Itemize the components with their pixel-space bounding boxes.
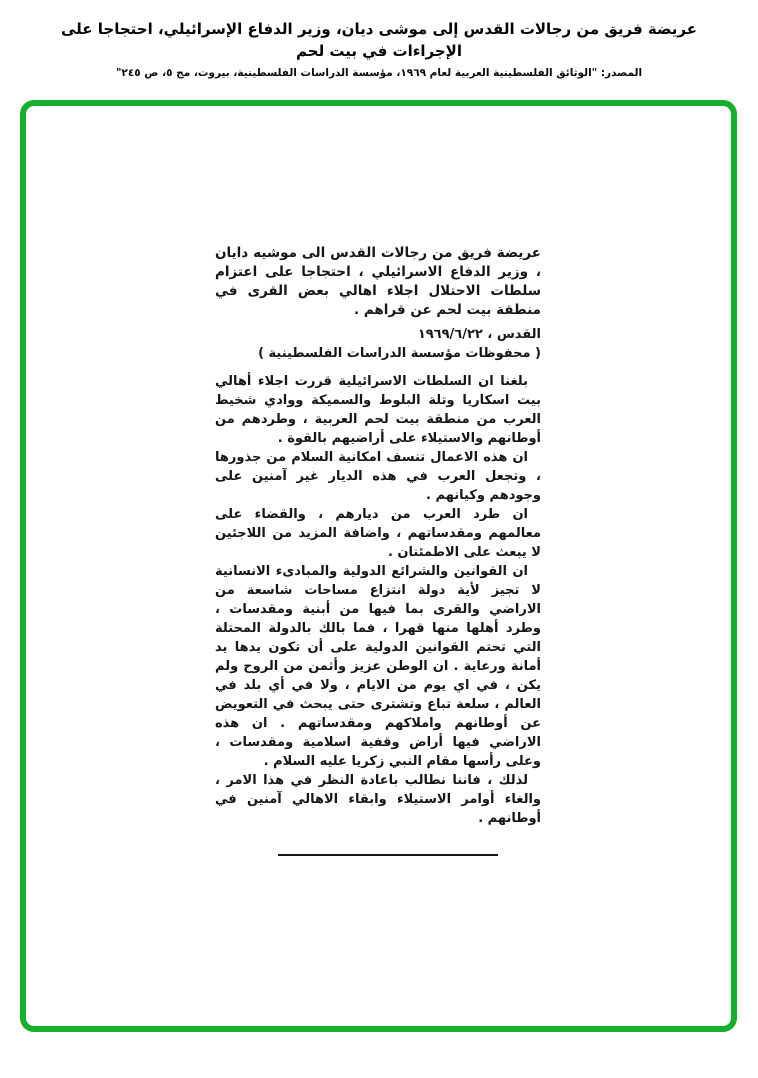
document-heading: عريضة فريق من رجالات القدس الى موشيه دايان ، وزير الدفاع الاسرائيلي ، احتجاجا على اعتزام سلطات الاحتلال اجلاء اهالي بعض القرى في منطقة بيت لحم عن قراهم .	[215, 245, 541, 318]
source-citation: المصدر: "الوثائق الفلسطينية العربية لعام ١٩٦٩، مؤسسة الدراسات الفلسطينية، بيروت، مج ٥، ص ٢٤٥"	[115, 67, 643, 79]
document-frame	[20, 100, 737, 1032]
document-dateline: القدس ، ١٩٦٩/٦/٢٢	[417, 327, 541, 342]
document-paragraph: ان هذه الاعمال تنسف امكانية السلام من جذورها ، وتجعل العرب في هذه الديار غير آمنين على وجودهم وكيانهم .	[215, 450, 541, 503]
page-title: عريضة فريق من رجالات القدس إلى موشى ديان، وزير الدفاع الإسرائيلي، احتجاجا على الإجراءات في بيت لحم	[61, 20, 697, 60]
document-paragraph: لذلك ، فاننا نطالب باعادة النظر في هذا الامر ، والغاء أوامر الاستيلاء وابقاء الاهالي آمنين في أوطانهم .	[215, 773, 541, 826]
separator-line	[278, 854, 498, 856]
document-paragraph: ان طرد العرب من ديارهم ، والقضاء على معالمهم ومقدساتهم ، واضافة المزيد من اللاجئين لا يبعث على الاطمئنان .	[215, 507, 541, 560]
page-header	[0, 18, 758, 79]
document-paragraph: بلغنا ان السلطات الاسرائيلية قررت اجلاء أهالي بيت اسكاريا وتلة البلوط والسميكة ووادي شخيط العرب من منطقة بيت لحم العربية ، وطردهم من أوطانهم والاستيلاء على أراضيهم بالقوة .	[215, 374, 541, 446]
document-archive-note: ( محفوظات مؤسسة الدراسات الفلسطينية )	[258, 346, 541, 361]
document-paragraph: ان القوانين والشرائع الدولية والمبادىء الانسانية لا تجيز لأية دولة انتزاع مساحات شاسعة من الاراضي والقرى بما فيها من أبنية ومقدسات ، وطرد أهلها منها قهرا ، فما بالك بالدولة المحتلة التي تحتم القوانين الدولية على أن تكون يدها يد أمانة ورعاية . ان الوطن عزيز وأثمن من الروح ولم يكن ، في اي يوم من الايام ، ولا في أي بلد في العالم ، سلعة تباع وتشترى حتى يبحث في التعويض عن أوطانهم واملاكهم ومقدساتهم . ان هذه الاراضي فيها أراض وقفية اسلامية ومقدسات ، وعلى رأسها مقام النبي زكريا عليه السلام .	[215, 564, 541, 769]
document-scan	[215, 244, 541, 856]
